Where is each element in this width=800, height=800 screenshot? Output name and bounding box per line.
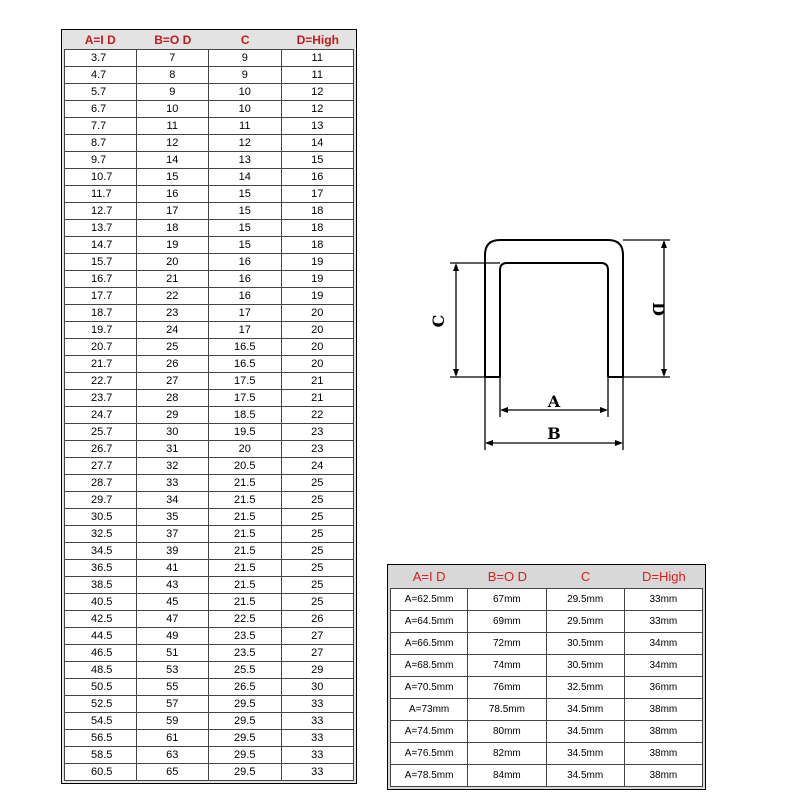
table-cell: 17 [137,203,210,220]
table-cell: 16.7 [64,271,137,288]
table-cell: 32 [137,458,210,475]
table-row [64,509,354,526]
table-cell: 65 [137,764,210,781]
b-arrow-right [615,440,623,446]
table-cell: 25 [282,543,355,560]
table-cell: 21 [137,271,210,288]
table-cell: 27.7 [64,458,137,475]
table-cell: 12 [209,135,282,152]
table-cell: 25 [282,526,355,543]
table-cell: 45 [137,594,210,611]
table-cell: 29.5 [209,747,282,764]
table-cell: 16.5 [209,339,282,356]
table-cell: 78.5mm [468,699,546,721]
table-cell: 49 [137,628,210,645]
table-cell: 43 [137,577,210,594]
table-cell: 33 [282,730,355,747]
table-cell: 19 [282,288,355,305]
table-cell: 24 [282,458,355,475]
table-cell: 23.7 [64,390,137,407]
table-cell: 34.5 [64,543,137,560]
table-cell: 14 [137,152,210,169]
table-row [64,373,354,390]
table-cell: 33 [137,475,210,492]
column-header: C [547,565,625,588]
table-row [64,543,354,560]
table-cell: 23 [282,441,355,458]
table-cell: 16 [209,288,282,305]
table-cell: 41 [137,560,210,577]
table-row [64,645,354,662]
table-cell: 61 [137,730,210,747]
table-row [390,743,703,765]
table-cell: 21.5 [209,594,282,611]
table-cell: 18 [282,220,355,237]
table-cell: 12 [282,84,355,101]
table-cell: 29.5 [209,764,282,781]
table-cell: 38.5 [64,577,137,594]
table-row [390,588,703,611]
table-cell: 20.7 [64,339,137,356]
table-cell: 24.7 [64,407,137,424]
table-cell: 25.7 [64,424,137,441]
c-arrow-top [453,263,459,271]
table-cell: 29.5 [209,730,282,747]
table-cell: 21.5 [209,577,282,594]
table-cell: 21.7 [64,356,137,373]
table-row [390,721,703,743]
table-cell: 10 [137,101,210,118]
table-row [64,67,354,84]
table-cell: 36mm [625,677,703,699]
table-cell: 63 [137,747,210,764]
table-cell: 17.5 [209,390,282,407]
table-cell: 15 [282,152,355,169]
table-cell: 27 [282,645,355,662]
table-cell: 30.5mm [547,655,625,677]
table-row [64,203,354,220]
table-cell: 27 [137,373,210,390]
table-cell: 19 [282,254,355,271]
table-row [64,764,354,781]
table-cell: 15 [209,237,282,254]
table-cell: 22.7 [64,373,137,390]
table-cell: 12 [137,135,210,152]
table-cell: 17 [209,305,282,322]
table-row [64,441,354,458]
table-cell: A=66.5mm [390,633,468,655]
table-cell: 16 [137,186,210,203]
table-cell: 9 [209,49,282,67]
table-cell: 29 [282,662,355,679]
table-cell: 5.7 [64,84,137,101]
table-row [64,305,354,322]
table-cell: 12 [282,101,355,118]
table-cell: 23 [282,424,355,441]
table-cell: 17.7 [64,288,137,305]
table-cell: 16 [209,271,282,288]
table-row [390,655,703,677]
table-cell: 22 [282,407,355,424]
profile-diagram [420,225,680,455]
table-cell: 27 [282,628,355,645]
table-row [64,696,354,713]
table-cell: 16.5 [209,356,282,373]
table-row [64,730,354,747]
table-cell: 50.5 [64,679,137,696]
table-cell: 34.5mm [547,721,625,743]
table-cell: 20.5 [209,458,282,475]
table-cell: 25.5 [209,662,282,679]
table-row [64,424,354,441]
table-row [64,577,354,594]
table-cell: 11.7 [64,186,137,203]
table-cell: 60.5 [64,764,137,781]
table-cell: 19 [282,271,355,288]
table-row [64,49,354,67]
table-cell: 6.7 [64,101,137,118]
table-row [64,322,354,339]
table-cell: 13.7 [64,220,137,237]
table-cell: 20 [209,441,282,458]
table-cell: 30.5mm [547,633,625,655]
table-cell: 31 [137,441,210,458]
column-header: A=I D [390,565,468,588]
table-cell: 38mm [625,699,703,721]
table-cell: 14 [282,135,355,152]
table-cell: 16 [282,169,355,186]
table-cell: 34.5mm [547,743,625,765]
table-cell: 24 [137,322,210,339]
table-cell: 7.7 [64,118,137,135]
table-cell: 29.7 [64,492,137,509]
label-c: C [429,314,448,328]
table-row [390,677,703,699]
table-cell: 38mm [625,721,703,743]
table-row [390,699,703,721]
table-cell: 29.5 [209,696,282,713]
d-arrow-bottom [661,369,667,377]
table-cell: 34.5mm [547,765,625,787]
table-cell: 30 [282,679,355,696]
table-cell: 18.7 [64,305,137,322]
table-header-row [64,30,354,49]
table-cell: 18 [282,203,355,220]
table-cell: 32.5mm [547,677,625,699]
table-cell: A=62.5mm [390,588,468,611]
table-cell: 20 [137,254,210,271]
table-cell: 26.5 [209,679,282,696]
table-cell: 22.5 [209,611,282,628]
table-cell: 47 [137,611,210,628]
table-cell: 18 [137,220,210,237]
column-header: D=High [282,30,355,49]
table-cell: 21 [282,390,355,407]
table-row [64,271,354,288]
table-cell: 48.5 [64,662,137,679]
table-cell: 30.5 [64,509,137,526]
table-cell: 37 [137,526,210,543]
table-cell: 11 [137,118,210,135]
table-cell: 38mm [625,765,703,787]
table-row [64,713,354,730]
table-cell: 23 [137,305,210,322]
table-cell: 23.5 [209,628,282,645]
table-row [64,407,354,424]
table-cell: 32.5 [64,526,137,543]
table-cell: 21.5 [209,475,282,492]
table-row [64,560,354,577]
table-cell: 36.5 [64,560,137,577]
table-cell: 67mm [468,588,546,611]
table-cell: 25 [282,560,355,577]
table-cell: 29 [137,407,210,424]
table-row [64,237,354,254]
table-cell: 34.5mm [547,699,625,721]
table-row [64,475,354,492]
table-header-row [390,565,703,588]
size-table-small [61,29,357,784]
table-row [64,186,354,203]
table-cell: 33mm [625,588,703,611]
table-row [64,220,354,237]
table-cell: 80mm [468,721,546,743]
table-row [64,84,354,101]
table-row [64,152,354,169]
table-cell: 59 [137,713,210,730]
table-cell: A=68.5mm [390,655,468,677]
table-cell: 13 [282,118,355,135]
table-cell: 38mm [625,743,703,765]
table-cell: 16 [209,254,282,271]
table-cell: 54.5 [64,713,137,730]
table-cell: 14.7 [64,237,137,254]
table-cell: 26 [137,356,210,373]
table-cell: 74mm [468,655,546,677]
table-cell: 15.7 [64,254,137,271]
column-header: C [209,30,282,49]
table-cell: 19.7 [64,322,137,339]
a-arrow-left [500,407,508,413]
table-cell: 51 [137,645,210,662]
table-cell: 28.7 [64,475,137,492]
table-cell: 20 [282,322,355,339]
table-cell: 28 [137,390,210,407]
table-cell: 9 [137,84,210,101]
table-cell: 15 [209,203,282,220]
table-cell: 23.5 [209,645,282,662]
b-arrow-left [485,440,493,446]
table-cell: 17.5 [209,373,282,390]
table-cell: 7 [137,49,210,67]
table-cell: 25 [282,594,355,611]
table-cell: 52.5 [64,696,137,713]
table-row [64,628,354,645]
table-cell: 17 [282,186,355,203]
table-row [64,288,354,305]
table-cell: 14 [209,169,282,186]
table-cell: 34 [137,492,210,509]
table-cell: 15 [209,220,282,237]
table-cell: 39 [137,543,210,560]
table-cell: 35 [137,509,210,526]
profile-diagram-svg [420,225,680,455]
table-cell: 22 [137,288,210,305]
table-cell: 25 [282,492,355,509]
table-cell: 4.7 [64,67,137,84]
table-row [64,101,354,118]
table-cell: 33mm [625,611,703,633]
table-cell: 84mm [468,765,546,787]
table-cell: 29.5 [209,713,282,730]
table-cell: 34mm [625,633,703,655]
table-row [64,679,354,696]
table-cell: 34mm [625,655,703,677]
table-cell: 11 [282,67,355,84]
table-cell: 15 [137,169,210,186]
table-cell: 30 [137,424,210,441]
table-cell: 44.5 [64,628,137,645]
table-cell: A=78.5mm [390,765,468,787]
table-cell: 29.5mm [547,588,625,611]
table-cell: 10 [209,101,282,118]
table-cell: 13 [209,152,282,169]
table-cell: 56.5 [64,730,137,747]
table-row [64,356,354,373]
table-cell: 21.5 [209,492,282,509]
table-cell: 25 [282,475,355,492]
table-cell: A=70.5mm [390,677,468,699]
table-cell: A=76.5mm [390,743,468,765]
table-cell: 26.7 [64,441,137,458]
table-cell: 33 [282,764,355,781]
table-cell: 33 [282,713,355,730]
size-table-large [387,564,706,790]
column-header: B=O D [468,565,546,588]
table-cell: 21.5 [209,509,282,526]
table-row [64,611,354,628]
table-row [64,458,354,475]
table-cell: 33 [282,747,355,764]
table-row [64,339,354,356]
table-cell: 20 [282,305,355,322]
table-row [64,254,354,271]
table-cell: 3.7 [64,49,137,67]
table-cell: 11 [282,49,355,67]
table-cell: 40.5 [64,594,137,611]
profile-outer-outline [485,240,623,377]
table-cell: 18 [282,237,355,254]
table-cell: 72mm [468,633,546,655]
size-table-small-grid [64,30,354,781]
table-cell: 53 [137,662,210,679]
table-cell: 20 [282,356,355,373]
table-cell: 20 [282,339,355,356]
table-cell: 12.7 [64,203,137,220]
table-row [64,169,354,186]
table-cell: 21 [282,373,355,390]
table-row [64,526,354,543]
table-cell: 19.5 [209,424,282,441]
table-cell: 25 [137,339,210,356]
size-table-large-grid [390,565,703,787]
table-cell: 11 [209,118,282,135]
column-header: D=High [625,565,703,588]
a-arrow-right [600,407,608,413]
table-cell: 19 [137,237,210,254]
table-cell: 10.7 [64,169,137,186]
table-cell: 76mm [468,677,546,699]
table-cell: 18.5 [209,407,282,424]
table-cell: 9 [209,67,282,84]
table-cell: 10 [209,84,282,101]
table-cell: 21.5 [209,526,282,543]
table-cell: 58.5 [64,747,137,764]
table-row [64,747,354,764]
table-cell: 26 [282,611,355,628]
table-cell: A=74.5mm [390,721,468,743]
table-cell: 8.7 [64,135,137,152]
table-cell: 46.5 [64,645,137,662]
table-cell: A=64.5mm [390,611,468,633]
table-row [390,633,703,655]
table-cell: A=73mm [390,699,468,721]
table-row [64,594,354,611]
label-a: A [547,392,561,411]
table-row [64,492,354,509]
table-cell: 25 [282,509,355,526]
table-cell: 15 [209,186,282,203]
table-cell: 21.5 [209,543,282,560]
c-arrow-bottom [453,369,459,377]
table-cell: 82mm [468,743,546,765]
column-header: B=O D [137,30,210,49]
table-cell: 33 [282,696,355,713]
table-cell: 57 [137,696,210,713]
table-row [64,118,354,135]
label-d: D [649,302,668,316]
table-cell: 8 [137,67,210,84]
table-row [390,765,703,787]
table-cell: 9.7 [64,152,137,169]
table-cell: 29.5mm [547,611,625,633]
table-cell: 69mm [468,611,546,633]
label-b: B [547,424,561,443]
table-cell: 55 [137,679,210,696]
table-row [64,135,354,152]
table-cell: 42.5 [64,611,137,628]
column-header: A=I D [64,30,137,49]
table-cell: 17 [209,322,282,339]
table-cell: 25 [282,577,355,594]
table-row [390,611,703,633]
table-row [64,662,354,679]
profile-inner-outline [500,263,608,377]
table-row [64,390,354,407]
table-cell: 21.5 [209,560,282,577]
d-arrow-top [661,240,667,248]
